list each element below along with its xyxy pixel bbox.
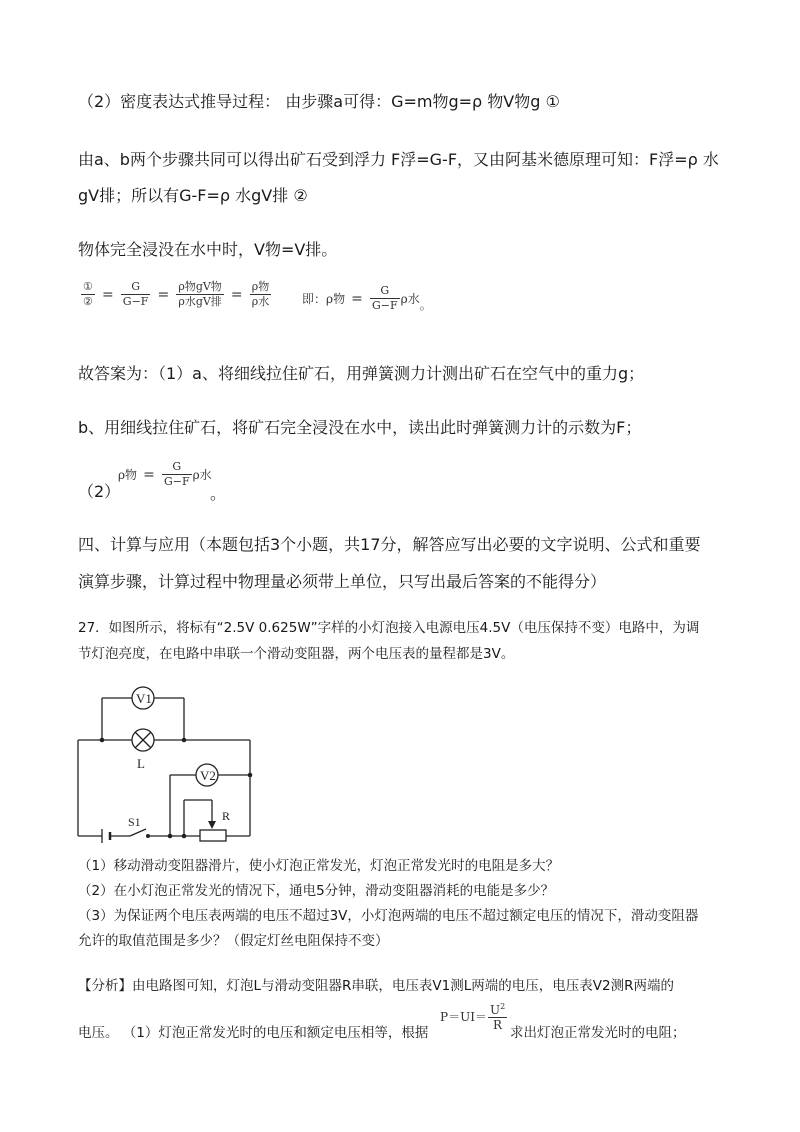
switch-label: S1 bbox=[128, 815, 141, 829]
sub-question-2: （2）在小灯泡正常发光的情况下，通电5分钟，滑动变阻器消耗的电能是多少？ bbox=[78, 883, 555, 899]
line-answer-a: 故答案为：（1）a、将细线拉住矿石，用弹簧测力计测出矿石在空气中的重力g； bbox=[78, 364, 645, 383]
formula-ratio: $\frac{\text{①}}{\text{②}}$ = $\frac{G}{G-F}$ = $\frac{\text{ρ物gV物}}{\text{ρ水gV排}}$ = $\frac{\text{ρ物}}{\text{ρ水}}$ bbox=[83, 280, 270, 308]
formula-result: 即：ρ物 = $\frac{G}{G-F}$ ρ水。 bbox=[302, 284, 432, 312]
sub-question-3: （3）为保证两个电压表两端的电压不超过3V，小灯泡两端的电压不超过额定电压的情况下，滑动变阻器 bbox=[78, 908, 699, 924]
analysis-line-2-end: 求出灯泡正常发光时的电阻； bbox=[510, 1025, 686, 1041]
question-27-cont: 节灯泡亮度，在电路中串联一个滑动变阻器，两个电压表的量程都是3V。 bbox=[78, 646, 515, 662]
v2-label: V2 bbox=[200, 768, 216, 783]
sub-question-1: （1）移动滑动变阻器滑片，使小灯泡正常发光，灯泡正常发光时的电阻是多大？ bbox=[78, 858, 560, 874]
lamp-label: L bbox=[137, 756, 145, 771]
circle-1: ① bbox=[83, 280, 93, 293]
v1-label: V1 bbox=[136, 691, 152, 706]
line-density-derivation: （2）密度表达式推导过程： 由步骤a可得：G=m物g=ρ 物V物g ① bbox=[78, 92, 560, 111]
line-answer-b: b、用细线拉住矿石，将矿石完全浸没在水中，读出此时弹簧测力计的示数为F； bbox=[78, 418, 642, 437]
formula-density: ρ物 = $\frac{G}{G-F}$ ρ水 bbox=[118, 460, 212, 488]
rheostat-label: R bbox=[222, 809, 231, 823]
line-immersed: 物体完全浸没在水中时，V物=V排。 bbox=[78, 240, 338, 259]
analysis-line-2: 电压。 （1）灯泡正常发光时的电压和额定电压相等，根据 bbox=[78, 1025, 429, 1041]
line-gv: gV排；所以有G-F=ρ 水gV排 ② bbox=[78, 186, 308, 205]
line-buoyancy: 由a、b两个步骤共同可以得出矿石受到浮力 F浮=G-F，又由阿基米德原理可知：F浮=ρ 水 bbox=[78, 150, 719, 169]
sub-question-3-cont: 允许的取值范围是多少？（假定灯丝电阻保持不变） bbox=[78, 933, 389, 949]
circle-2: ② bbox=[83, 295, 93, 308]
analysis-line-1: 【分析】由电路图可知，灯泡L与滑动变阻器R串联，电压表V1测L两端的电压，电压表V2测R两端的 bbox=[78, 978, 674, 994]
formula-power: P＝UI＝ $\frac{U^2}{R}$ bbox=[440, 1002, 506, 1032]
rheostat-symbol bbox=[200, 830, 226, 841]
line-answer-2: （2） bbox=[78, 482, 121, 501]
circuit-diagram bbox=[70, 678, 270, 843]
question-27: 27．如图所示，将标有“2.5V 0.625W”字样的小灯泡接入电源电压4.5V（电压保持不变）电路中，为调 bbox=[78, 620, 700, 636]
section-title: 四、计算与应用（本题包括3个小题，共17分，解答应写出必要的文字说明、公式和重要 bbox=[78, 535, 701, 554]
slider-arrow bbox=[208, 821, 216, 829]
section-title-cont: 演算步骤，计算过程中物理量必须带上单位，只写出最后答案的不能得分） bbox=[78, 572, 607, 591]
